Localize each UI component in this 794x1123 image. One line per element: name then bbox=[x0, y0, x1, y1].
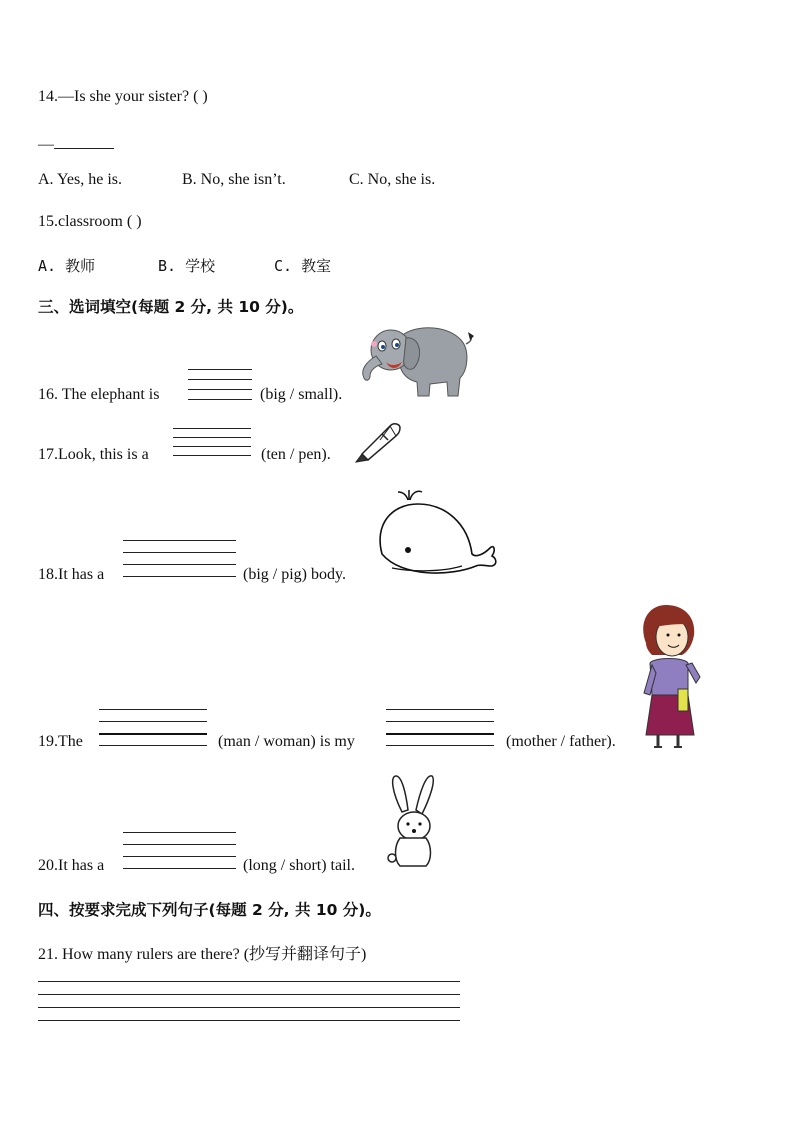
q16-writing-lines[interactable] bbox=[188, 369, 252, 401]
section-3-title: 三、选词填空(每题 2 分, 共 10 分)。 bbox=[38, 298, 304, 316]
q16-after: (big / small). bbox=[260, 386, 343, 403]
q15-question: 15.classroom ( ) bbox=[38, 213, 142, 230]
section-4-title: 四、按要求完成下列句子(每题 2 分, 共 10 分)。 bbox=[38, 901, 381, 919]
q21-question: 21. How many rulers are there? (抄写并翻译句子) bbox=[38, 946, 367, 963]
answer-line bbox=[54, 132, 114, 149]
woman-icon bbox=[638, 603, 708, 751]
pen-icon bbox=[352, 418, 404, 464]
q19-after: (mother / father). bbox=[506, 733, 616, 750]
q16-before: 16. The elephant is bbox=[38, 386, 160, 403]
q18-after: (big / pig) body. bbox=[243, 566, 346, 583]
q14-option-a[interactable]: A. Yes, he is. bbox=[38, 171, 123, 188]
q20-writing-lines[interactable] bbox=[123, 832, 236, 870]
q18-before: 18.It has a bbox=[38, 566, 105, 583]
q19-writing-lines-1[interactable] bbox=[99, 709, 207, 747]
q14-option-c[interactable]: C. No, she is. bbox=[349, 171, 436, 188]
q17-before: 17.Look, this is a bbox=[38, 446, 149, 463]
elephant-icon bbox=[358, 322, 473, 402]
q15-option-c[interactable]: C. 教室 bbox=[274, 257, 332, 275]
q19-before: 19.The bbox=[38, 733, 83, 750]
q14-answer-blank[interactable] bbox=[38, 132, 114, 154]
q14-option-b[interactable]: B. No, she isn’t. bbox=[182, 171, 286, 188]
q15-option-b[interactable]: B. 学校 bbox=[158, 257, 216, 275]
q19-writing-lines-2[interactable] bbox=[386, 709, 494, 747]
q17-writing-lines[interactable] bbox=[173, 428, 251, 458]
q17-after: (ten / pen). bbox=[261, 446, 331, 463]
whale-icon bbox=[372, 484, 500, 580]
q20-before: 20.It has a bbox=[38, 857, 105, 874]
rabbit-icon bbox=[380, 772, 442, 870]
q14-question: 14.—Is she your sister? ( ) bbox=[38, 88, 208, 105]
q14-answer-dash: — bbox=[38, 136, 54, 153]
q21-writing-lines[interactable] bbox=[38, 981, 460, 1021]
q20-after: (long / short) tail. bbox=[243, 857, 355, 874]
q15-option-a[interactable]: A. 教师 bbox=[38, 257, 96, 275]
q19-middle: (man / woman) is my bbox=[218, 733, 355, 750]
q18-writing-lines[interactable] bbox=[123, 540, 236, 578]
